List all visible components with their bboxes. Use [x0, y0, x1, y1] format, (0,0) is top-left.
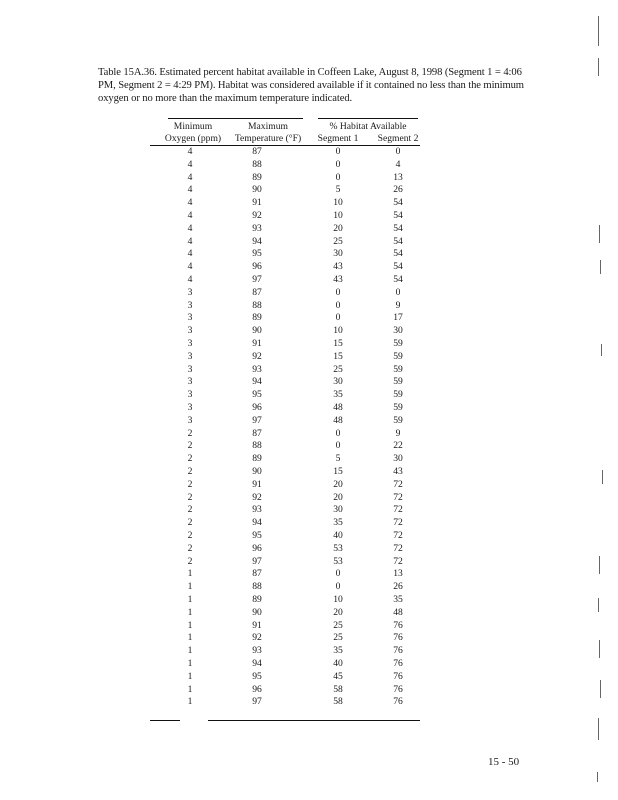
min-oxygen-cell: 2 — [187, 504, 193, 516]
min-oxygen-cell: 1 — [187, 606, 193, 618]
segment-2-cell: 4 — [395, 158, 401, 170]
segment-2-cell: 59 — [393, 402, 403, 413]
table-bottom-rule — [208, 720, 420, 721]
table-row — [150, 210, 420, 223]
segment-2-cell: 13 — [393, 568, 403, 580]
table-row — [150, 453, 420, 466]
table-row — [150, 671, 420, 684]
table-row — [150, 479, 420, 492]
table-row — [150, 568, 420, 581]
max-temp-cell: 92 — [252, 632, 262, 644]
segment-2-cell: 9 — [395, 427, 401, 439]
table-row — [150, 159, 420, 172]
segment-2-cell: 76 — [393, 619, 403, 631]
segment-1-cell: 30 — [333, 376, 343, 388]
segment-1-cell: 30 — [333, 504, 343, 516]
max-temp-cell: 94 — [252, 376, 262, 388]
segment-2-cell: 54 — [393, 248, 403, 260]
segment-2-cell: 17 — [393, 312, 403, 324]
min-oxygen-cell: 2 — [187, 517, 193, 529]
segment-1-cell: 25 — [333, 363, 343, 375]
min-oxygen-cell: 3 — [187, 414, 193, 426]
segment-2-cell: 76 — [393, 670, 403, 682]
header-rule-left — [168, 118, 303, 119]
min-oxygen-cell: 4 — [187, 210, 193, 221]
max-temp-cell: 94 — [252, 235, 262, 247]
segment-1-cell: 35 — [333, 517, 343, 529]
segment-2-cell: 54 — [393, 210, 403, 221]
header-min-oxygen-line2: Oxygen (ppm) — [164, 133, 222, 144]
segment-2-cell: 54 — [393, 197, 403, 209]
min-oxygen-cell: 4 — [187, 158, 193, 170]
segment-1-cell: 15 — [333, 466, 343, 477]
table-row — [150, 184, 420, 197]
max-temp-cell: 90 — [252, 606, 262, 618]
min-oxygen-cell: 4 — [187, 184, 193, 196]
min-oxygen-cell: 4 — [187, 171, 193, 183]
min-oxygen-cell: 4 — [187, 146, 193, 157]
min-oxygen-cell: 2 — [187, 555, 193, 567]
segment-2-cell: 72 — [393, 542, 403, 554]
max-temp-cell: 91 — [252, 338, 262, 349]
min-oxygen-cell: 3 — [187, 286, 193, 298]
segment-1-cell: 35 — [333, 645, 343, 657]
segment-2-cell: 54 — [393, 235, 403, 247]
max-temp-cell: 94 — [252, 517, 262, 529]
table-row — [150, 415, 420, 428]
min-oxygen-cell: 1 — [187, 670, 193, 682]
segment-1-cell: 45 — [333, 670, 343, 682]
min-oxygen-cell: 2 — [187, 542, 193, 554]
table-row — [150, 172, 420, 185]
segment-1-cell: 10 — [333, 210, 343, 221]
min-oxygen-cell: 3 — [187, 299, 193, 311]
max-temp-cell: 96 — [252, 261, 262, 273]
segment-2-cell: 59 — [393, 350, 403, 362]
segment-1-cell: 53 — [333, 555, 343, 567]
segment-2-cell: 59 — [393, 338, 403, 349]
min-oxygen-cell: 2 — [187, 491, 193, 503]
max-temp-cell: 91 — [252, 478, 262, 490]
scan-mark — [598, 598, 599, 612]
segment-2-cell: 54 — [393, 274, 403, 285]
max-temp-cell: 88 — [252, 581, 262, 593]
max-temp-cell: 95 — [252, 389, 262, 401]
min-oxygen-cell: 3 — [187, 363, 193, 375]
table-bottom-rule-left — [150, 720, 180, 721]
table-row — [150, 530, 420, 543]
segment-2-cell: 76 — [393, 658, 403, 669]
table-row — [150, 287, 420, 300]
table-row — [150, 684, 420, 697]
segment-1-cell: 20 — [333, 222, 343, 234]
segment-1-cell: 10 — [333, 594, 343, 605]
min-oxygen-cell: 3 — [187, 325, 193, 337]
segment-2-cell: 9 — [395, 299, 401, 311]
header-max-temp-line1: Maximum — [248, 121, 288, 132]
min-oxygen-cell: 2 — [187, 466, 193, 477]
table-row — [150, 351, 420, 364]
table-row — [150, 338, 420, 351]
max-temp-cell: 87 — [252, 568, 262, 580]
min-oxygen-cell: 4 — [187, 222, 193, 234]
max-temp-cell: 87 — [252, 146, 262, 157]
min-oxygen-cell: 2 — [187, 453, 193, 465]
header-segment-2: Segment 2 — [377, 133, 419, 144]
min-oxygen-cell: 3 — [187, 389, 193, 401]
max-temp-cell: 97 — [252, 274, 262, 285]
table-row — [150, 223, 420, 236]
min-oxygen-cell: 2 — [187, 530, 193, 541]
segment-1-cell: 58 — [333, 696, 343, 708]
segment-2-cell: 22 — [393, 440, 403, 452]
segment-1-cell: 30 — [333, 248, 343, 260]
table-row — [150, 620, 420, 633]
table-row — [150, 325, 420, 338]
segment-1-cell: 0 — [335, 158, 341, 170]
min-oxygen-cell: 1 — [187, 581, 193, 593]
table-row — [150, 236, 420, 249]
segment-2-cell: 59 — [393, 376, 403, 388]
segment-2-cell: 54 — [393, 261, 403, 273]
scan-mark — [600, 260, 601, 274]
segment-2-cell: 0 — [395, 146, 401, 157]
segment-2-cell: 72 — [393, 491, 403, 503]
min-oxygen-cell: 1 — [187, 658, 193, 669]
min-oxygen-cell: 3 — [187, 312, 193, 324]
max-temp-cell: 96 — [252, 542, 262, 554]
segment-2-cell: 72 — [393, 504, 403, 516]
max-temp-cell: 90 — [252, 325, 262, 337]
segment-2-cell: 72 — [393, 517, 403, 529]
scan-mark — [602, 470, 603, 484]
segment-1-cell: 48 — [333, 402, 343, 413]
segment-2-cell: 72 — [393, 530, 403, 541]
min-oxygen-cell: 3 — [187, 376, 193, 388]
table-row — [150, 581, 420, 594]
segment-1-cell: 40 — [333, 658, 343, 669]
table-row — [150, 466, 420, 479]
table-row — [150, 146, 420, 159]
segment-2-cell: 76 — [393, 645, 403, 657]
segment-1-cell: 15 — [333, 338, 343, 349]
table-row — [150, 261, 420, 274]
max-temp-cell: 89 — [252, 594, 262, 605]
table-row — [150, 364, 420, 377]
segment-1-cell: 0 — [335, 286, 341, 298]
min-oxygen-cell: 1 — [187, 632, 193, 644]
segment-1-cell: 0 — [335, 440, 341, 452]
segment-1-cell: 0 — [335, 427, 341, 439]
scan-mark — [597, 772, 598, 782]
min-oxygen-cell: 4 — [187, 197, 193, 209]
table-row — [150, 312, 420, 325]
header-habitat-group: % Habitat Available — [329, 121, 407, 132]
segment-2-cell: 54 — [393, 222, 403, 234]
min-oxygen-cell: 3 — [187, 350, 193, 362]
table-row — [150, 248, 420, 261]
max-temp-cell: 90 — [252, 184, 262, 196]
max-temp-cell: 91 — [252, 197, 262, 209]
min-oxygen-cell: 1 — [187, 683, 193, 695]
segment-1-cell: 5 — [335, 453, 341, 465]
table-row — [150, 594, 420, 607]
max-temp-cell: 93 — [252, 645, 262, 657]
table-row — [150, 274, 420, 287]
table-row — [150, 607, 420, 620]
segment-1-cell: 0 — [335, 146, 341, 157]
scan-mark — [598, 718, 599, 740]
max-temp-cell: 91 — [252, 619, 262, 631]
segment-1-cell: 20 — [333, 478, 343, 490]
max-temp-cell: 93 — [252, 504, 262, 516]
segment-2-cell: 26 — [393, 581, 403, 593]
segment-2-cell: 59 — [393, 389, 403, 401]
segment-2-cell: 76 — [393, 696, 403, 708]
min-oxygen-cell: 1 — [187, 568, 193, 580]
table-row — [150, 658, 420, 671]
max-temp-cell: 89 — [252, 171, 262, 183]
table-row — [150, 376, 420, 389]
table-row — [150, 492, 420, 505]
max-temp-cell: 88 — [252, 299, 262, 311]
min-oxygen-cell: 3 — [187, 338, 193, 349]
min-oxygen-cell: 1 — [187, 645, 193, 657]
segment-1-cell: 0 — [335, 568, 341, 580]
min-oxygen-cell: 3 — [187, 402, 193, 413]
page-number: 15 - 50 — [488, 756, 520, 768]
max-temp-cell: 92 — [252, 491, 262, 503]
max-temp-cell: 88 — [252, 158, 262, 170]
max-temp-cell: 88 — [252, 440, 262, 452]
max-temp-cell: 89 — [252, 453, 262, 465]
table-row — [150, 428, 420, 441]
segment-2-cell: 30 — [393, 453, 403, 465]
max-temp-cell: 87 — [252, 427, 262, 439]
segment-2-cell: 0 — [395, 286, 401, 298]
max-temp-cell: 96 — [252, 683, 262, 695]
header-segment-1: Segment 1 — [317, 133, 359, 144]
table-row — [150, 645, 420, 658]
segment-2-cell: 26 — [393, 184, 403, 196]
segment-1-cell: 43 — [333, 261, 343, 273]
min-oxygen-cell: 1 — [187, 696, 193, 708]
segment-1-cell: 0 — [335, 581, 341, 593]
header-max-temp-line2: Temperature (°F) — [234, 133, 302, 144]
table-caption: Table 15A.36. Estimated percent habitat available in Coffeen Lake, August 8, 1998 (Segment 1 = 4:06 PM, Segment 2 = 4:29 PM). Habitat was considered available if it contained no less than the minimum oxygen or no more than the maximum temperature indicated. — [98, 67, 524, 104]
segment-1-cell: 15 — [333, 350, 343, 362]
scan-mark — [599, 640, 600, 658]
max-temp-cell: 97 — [252, 555, 262, 567]
max-temp-cell: 94 — [252, 658, 262, 669]
table-row — [150, 197, 420, 210]
table-row — [150, 440, 420, 453]
scan-mark — [598, 58, 599, 76]
scan-mark — [598, 16, 599, 46]
segment-1-cell: 25 — [333, 619, 343, 631]
segment-1-cell: 48 — [333, 414, 343, 426]
table-row — [150, 696, 420, 709]
segment-1-cell: 43 — [333, 274, 343, 285]
table-row — [150, 517, 420, 530]
segment-1-cell: 0 — [335, 171, 341, 183]
table-row — [150, 543, 420, 556]
segment-1-cell: 20 — [333, 606, 343, 618]
header-rule-right — [318, 118, 418, 119]
segment-1-cell: 5 — [335, 184, 341, 196]
table-row — [150, 504, 420, 517]
segment-2-cell: 76 — [393, 632, 403, 644]
segment-2-cell: 59 — [393, 414, 403, 426]
segment-2-cell: 35 — [393, 594, 403, 605]
segment-1-cell: 58 — [333, 683, 343, 695]
min-oxygen-cell: 2 — [187, 440, 193, 452]
max-temp-cell: 96 — [252, 402, 262, 413]
min-oxygen-cell: 1 — [187, 594, 193, 605]
min-oxygen-cell: 4 — [187, 235, 193, 247]
min-oxygen-cell: 1 — [187, 619, 193, 631]
segment-2-cell: 48 — [393, 606, 403, 618]
max-temp-cell: 95 — [252, 248, 262, 260]
segment-1-cell: 20 — [333, 491, 343, 503]
scan-mark — [601, 344, 602, 356]
scan-mark — [599, 556, 600, 574]
max-temp-cell: 92 — [252, 350, 262, 362]
header-min-oxygen-line1: Minimum — [173, 121, 213, 132]
table-row — [150, 402, 420, 415]
max-temp-cell: 92 — [252, 210, 262, 221]
max-temp-cell: 95 — [252, 530, 262, 541]
max-temp-cell: 97 — [252, 696, 262, 708]
segment-2-cell: 76 — [393, 683, 403, 695]
segment-1-cell: 53 — [333, 542, 343, 554]
segment-1-cell: 25 — [333, 632, 343, 644]
segment-2-cell: 72 — [393, 478, 403, 490]
segment-1-cell: 0 — [335, 299, 341, 311]
max-temp-cell: 93 — [252, 222, 262, 234]
min-oxygen-cell: 4 — [187, 248, 193, 260]
max-temp-cell: 90 — [252, 466, 262, 477]
segment-1-cell: 25 — [333, 235, 343, 247]
segment-1-cell: 35 — [333, 389, 343, 401]
min-oxygen-cell: 4 — [187, 261, 193, 273]
segment-1-cell: 0 — [335, 312, 341, 324]
segment-2-cell: 43 — [393, 466, 403, 477]
segment-2-cell: 30 — [393, 325, 403, 337]
segment-2-cell: 13 — [393, 171, 403, 183]
segment-1-cell: 40 — [333, 530, 343, 541]
segment-1-cell: 10 — [333, 197, 343, 209]
segment-2-cell: 72 — [393, 555, 403, 567]
min-oxygen-cell: 4 — [187, 274, 193, 285]
segment-2-cell: 59 — [393, 363, 403, 375]
max-temp-cell: 87 — [252, 286, 262, 298]
table-row — [150, 389, 420, 402]
max-temp-cell: 93 — [252, 363, 262, 375]
max-temp-cell: 97 — [252, 414, 262, 426]
scan-mark — [600, 680, 601, 698]
min-oxygen-cell: 2 — [187, 427, 193, 439]
scan-mark — [599, 225, 600, 243]
segment-1-cell: 10 — [333, 325, 343, 337]
max-temp-cell: 95 — [252, 670, 262, 682]
table-row — [150, 632, 420, 645]
table-row — [150, 556, 420, 569]
max-temp-cell: 89 — [252, 312, 262, 324]
table-row — [150, 300, 420, 313]
min-oxygen-cell: 2 — [187, 478, 193, 490]
